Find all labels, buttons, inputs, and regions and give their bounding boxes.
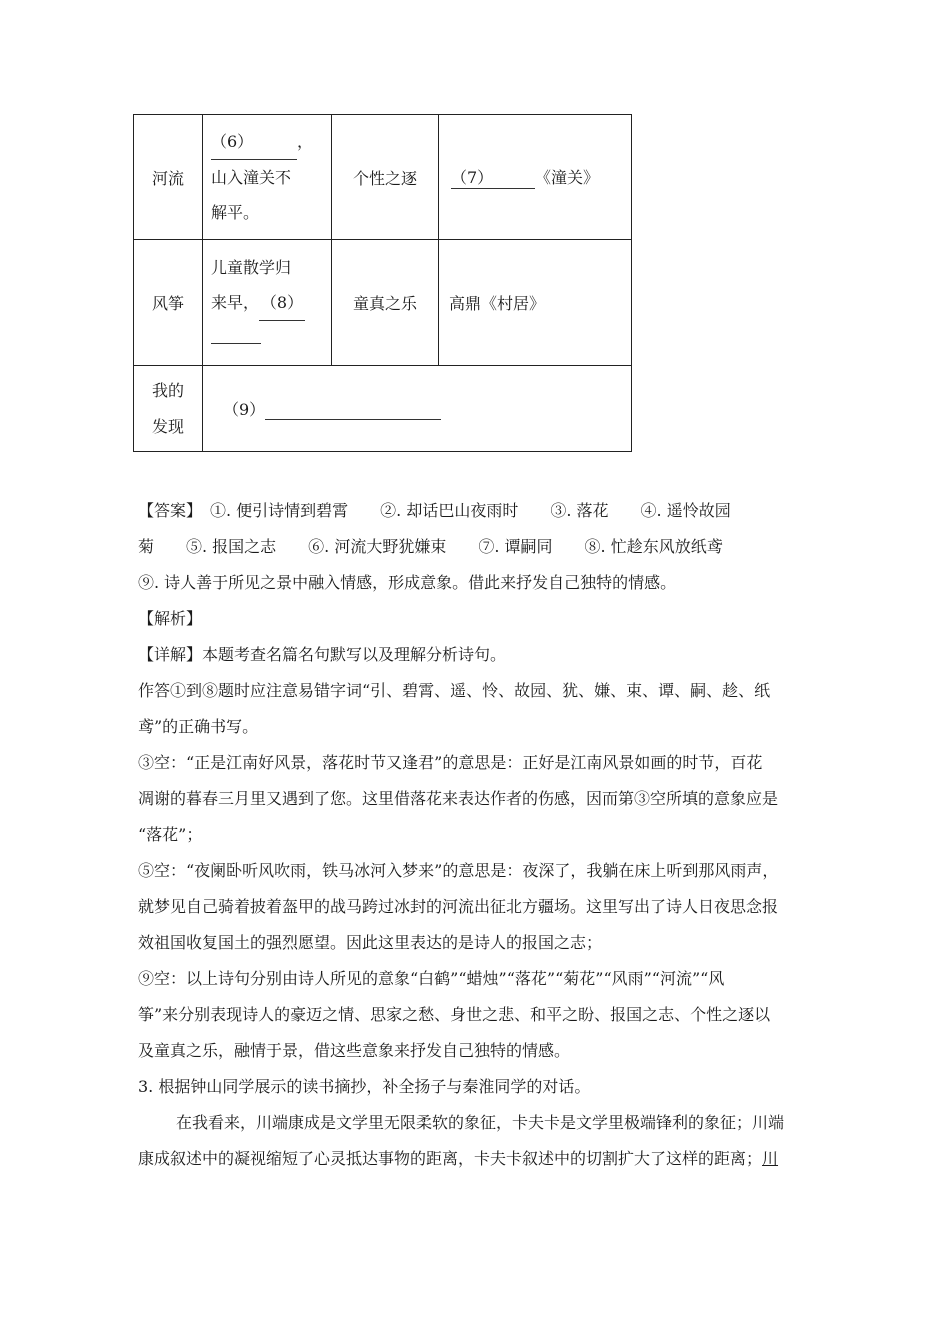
table-row xyxy=(134,366,632,452)
theme-cell: 童真之乐 xyxy=(332,240,439,366)
fill-blank-8-cont xyxy=(211,323,261,344)
analysis-line: 作答①到⑧题时应注意易错字词“引、碧霄、遥、怜、故园、犹、嫌、束、谭、嗣、趁、纸 xyxy=(138,681,771,700)
table-row xyxy=(134,240,632,366)
fill-blank-9 xyxy=(265,401,441,420)
table-row xyxy=(134,115,632,240)
analysis-line: 鸢”的正确书写。 xyxy=(138,717,259,736)
analysis-line: 凋谢的暮春三月里又遇到了您。这里借落花来表达作者的伤感，因而第③空所填的意象应是 xyxy=(138,789,779,808)
poem-table xyxy=(133,114,632,452)
analysis-line: 筝”来分别表现诗人的豪迈之情、思家之愁、身世之悲、和平之盼、报国之志、个性之逐以 xyxy=(138,1005,771,1024)
image-cell: 风筝 xyxy=(134,240,203,366)
image-cell: 河流 xyxy=(134,115,203,240)
fill-blank-8: （8） xyxy=(259,285,305,321)
analysis-detail: 【详解】本题考查名篇名句默写以及理解分析诗句。 xyxy=(138,645,507,664)
fill-blank-6: （6） xyxy=(211,124,297,160)
verse-cell: 儿童散学归 来早， （8） xyxy=(203,240,332,366)
analysis-line: “落花”； xyxy=(138,825,203,844)
analysis-line: 效祖国收复国土的强烈愿望。因此这里表达的是诗人的报国之志； xyxy=(138,933,603,952)
analysis-line: ⑤空：“夜阑卧听风吹雨，铁马冰河入梦来”的意思是：夜深了，我躺在床上听到那风雨声， xyxy=(138,861,779,880)
quote-line: 康成叙述中的凝视缩短了心灵抵达事物的距离，卡夫卡叙述中的切割扩大了这样的距离；川 xyxy=(138,1149,779,1168)
analysis-line: ③空：“正是江南好风景，落花时节又逢君”的意思是：正好是江南风景如画的时节，百花 xyxy=(138,753,763,772)
fill-blank-7: （7） xyxy=(451,165,535,189)
answer-section xyxy=(138,493,810,1177)
answer-line: ⑨. 诗人善于所见之景中融入情感，形成意象。借此来抒发自己独特的情感。 xyxy=(138,573,677,592)
discovery-cell: （9） xyxy=(203,366,632,452)
question-3-stem: 3. 根据钟山同学展示的读书摘抄，补全扬子与秦淮同学的对话。 xyxy=(138,1077,591,1096)
source-cell: （7） 《潼关》 xyxy=(439,115,632,240)
discovery-label-cell: 我的 发现 xyxy=(134,366,203,452)
verse-cell: （6） ， 山入潼关不 解平。 xyxy=(203,115,332,240)
analysis-line: ⑨空：以上诗句分别由诗人所见的意象“白鹤”“蜡烛”“落花”“菊花”“风雨”“河流”“风 xyxy=(138,969,725,988)
answer-line: 菊 ⑤. 报国之志 ⑥. 河流大野犹嫌束 ⑦. 谭嗣同 ⑧. 忙趁东风放纸鸢 xyxy=(138,537,723,556)
analysis-heading: 【解析】 xyxy=(138,609,203,628)
source-cell: 高鼎《村居》 xyxy=(439,240,632,366)
analysis-line: 及童真之乐，融情于景，借这些意象来抒发自己独特的情感。 xyxy=(138,1041,571,1060)
answer-line: 【答案】 ①. 便引诗情到碧霄 ②. 却话巴山夜雨时 ③. 落花 ④. 遥怜故园 xyxy=(138,501,731,520)
quote-line: 在我看来，川端康成是文学里无限柔软的象征，卡夫卡是文学里极端锋利的象征；川端 xyxy=(176,1113,785,1132)
analysis-line: 就梦见自己骑着披着盔甲的战马跨过冰封的河流出征北方疆场。这里写出了诗人日夜思念报 xyxy=(138,897,779,916)
theme-cell: 个性之逐 xyxy=(332,115,439,240)
